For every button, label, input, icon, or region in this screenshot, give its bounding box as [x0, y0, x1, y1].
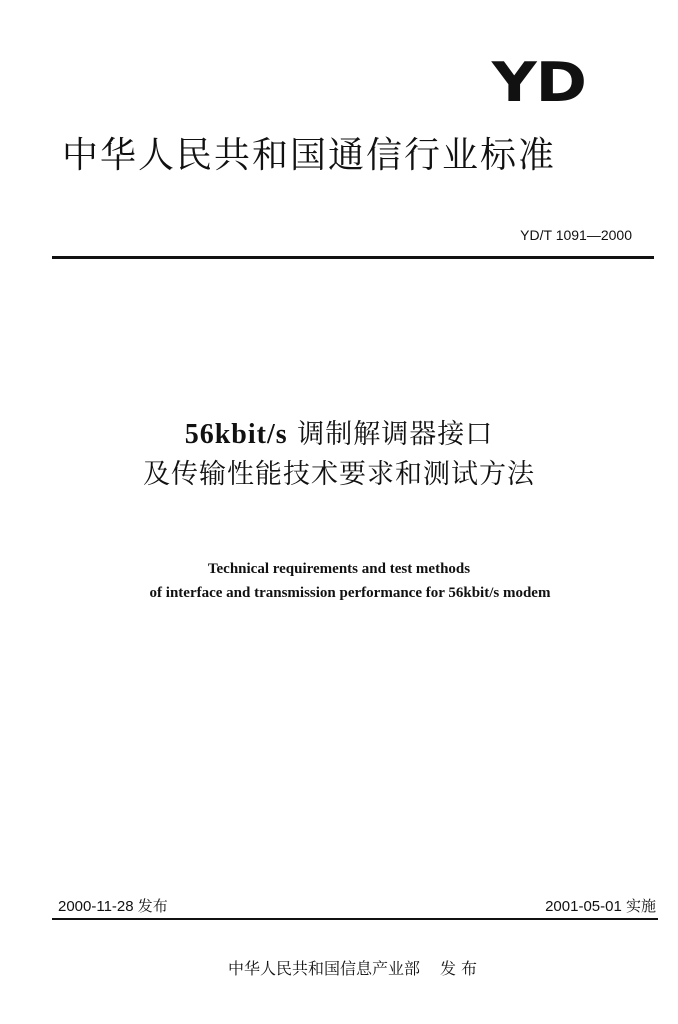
english-title-line-2: of interface and transmission performance for 56kbit/s modem: [149, 585, 551, 601]
implementation-date: 2001-05-01 实施: [545, 898, 656, 915]
chinese-title-line-1-rest: 调制解调器接口: [287, 419, 494, 450]
chinese-title-latin-part: 56kbit/s: [184, 419, 288, 450]
industry-standard-title: 中华人民共和国通信行业标准: [62, 135, 557, 176]
footer-divider: [52, 918, 658, 920]
standard-number: YD/T 1091—2000: [520, 227, 632, 243]
issue-date: 2000-11-28 发布: [58, 898, 168, 915]
issuing-authority: [0, 956, 678, 979]
issuer-name: 中华人民共和国信息产业部: [227, 959, 420, 978]
chinese-title-line-2: 及传输性能技术要求和测试方法: [143, 459, 535, 490]
yd-logo: YD: [491, 51, 586, 114]
issuer-action: 发 布: [439, 959, 478, 978]
english-title-line-1: Technical requirements and test methods: [207, 561, 471, 577]
chinese-title-line-1: [0, 412, 678, 451]
header-divider: [52, 256, 654, 259]
